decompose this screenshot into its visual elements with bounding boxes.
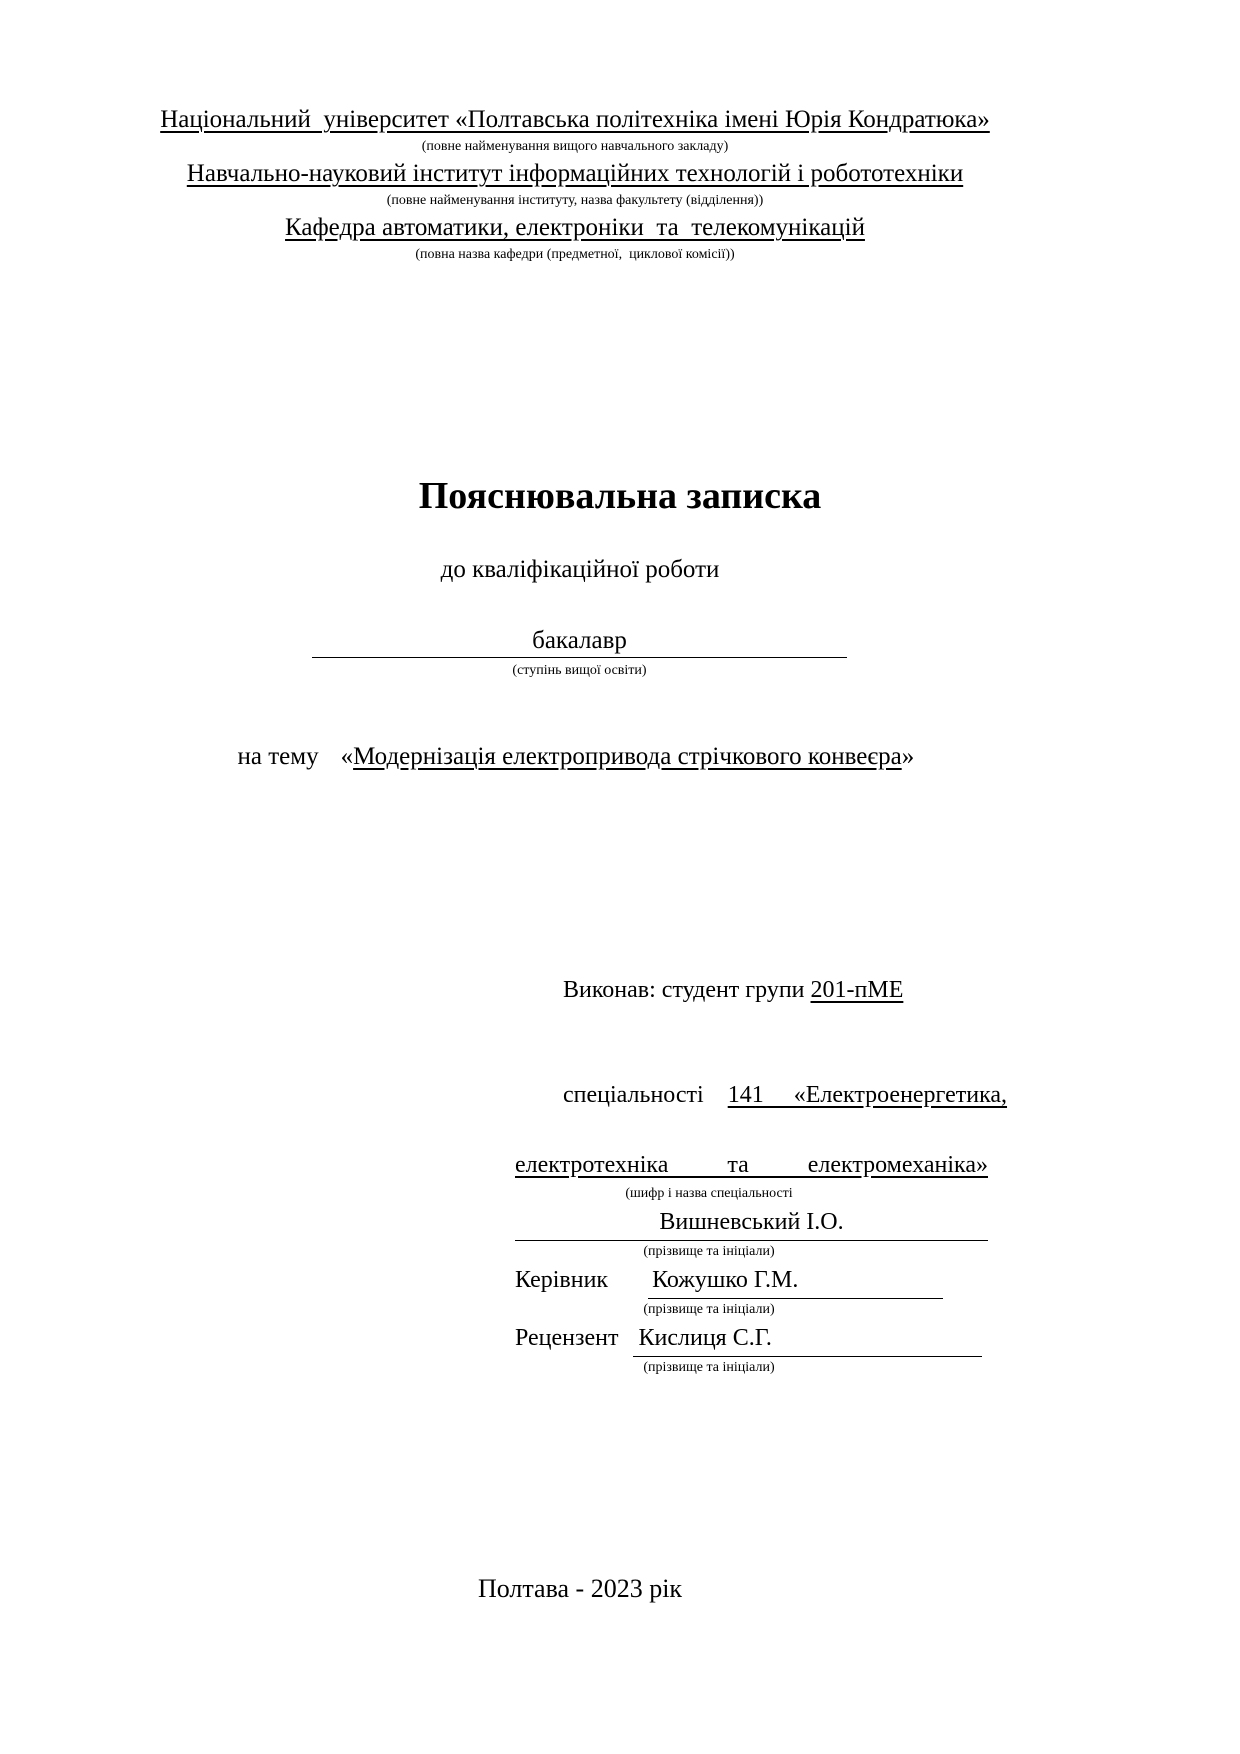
main-content [0, 474, 1240, 1605]
topic-line [200, 707, 1240, 806]
document-title: Пояснювальна записка [418, 475, 822, 517]
supervisor-name: Кожушко Г.М. [652, 1267, 799, 1293]
department-name: Кафедра автоматики, електроніки та телекомунікацій [285, 214, 865, 241]
degree-note: (ступінь вищої освіти) [512, 663, 647, 678]
reviewer-initials-note: (прізвище та ініціали) [643, 1360, 775, 1375]
student-group: 201-пМЕ [810, 977, 904, 1003]
supervisor-line [515, 1263, 988, 1299]
student-initials-note: (прізвище та ініціали) [643, 1244, 775, 1259]
student-name: Вишневський І.О. [659, 1209, 844, 1235]
specialty-line-2: електротехніка та електромеханіка» [515, 1152, 988, 1178]
degree-value: бакалавр [532, 627, 627, 654]
topic-label: на тему [237, 743, 319, 770]
supervisor-label: Керівник [515, 1267, 609, 1293]
reviewer-line [515, 1321, 988, 1357]
performed-by-line [515, 938, 988, 1043]
university-note: (повне найменування вищого навчального закладу) [421, 139, 729, 154]
performed-by-prefix: Виконав: студент групи [563, 977, 811, 1003]
university-name: Національний університет «Полтавська політехніка імені Юрія Кондратюка» [160, 106, 990, 133]
specialty-line-1 [515, 1043, 1008, 1148]
specialty-code: 141 «Електроенергетика, [727, 1082, 1008, 1108]
reviewer-label: Рецензент [515, 1325, 619, 1351]
reviewer-name: Кислиця С.Г. [638, 1325, 772, 1351]
institute-note: (повне найменування інституту, назва факультету (відділення)) [386, 193, 764, 208]
supervisor-initials-note: (прізвище та ініціали) [643, 1302, 775, 1317]
reviewer-signature-line [633, 1321, 983, 1357]
city-year: Полтава - 2023 рік [477, 1574, 683, 1603]
header-block [0, 0, 1240, 266]
student-signature-line [515, 1205, 988, 1241]
supervisor-signature-line [648, 1263, 943, 1299]
executor-block [515, 938, 1008, 1379]
department-note: (повна назва кафедри (предметної, циклової комісії)) [415, 247, 735, 262]
topic-quote-close: » [901, 743, 915, 770]
degree-line [312, 625, 847, 658]
topic-quote-open: « [340, 743, 354, 770]
institute-name: Навчально-науковий інститут інформаційних технологій і робототехніки [186, 160, 964, 187]
document-subtitle: до кваліфікаційної роботи [440, 556, 720, 583]
specialty-label: спеціальності [563, 1082, 728, 1108]
specialty-note: (шифр і назва спеціальності [625, 1186, 793, 1201]
topic-text: Модернізація електропривода стрічкового конвеєра [353, 743, 902, 770]
